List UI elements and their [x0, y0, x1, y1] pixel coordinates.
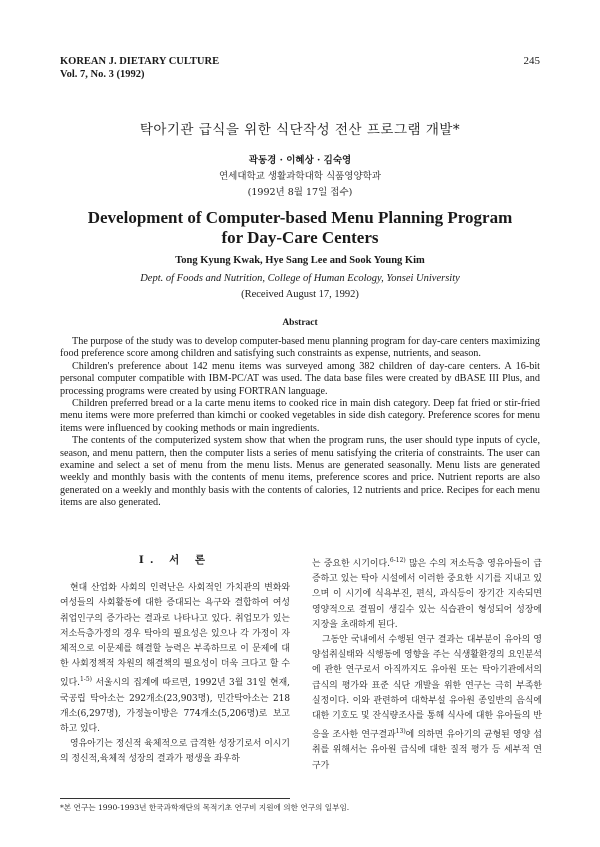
- journal-volume: Vol. 7, No. 3 (1992): [60, 69, 145, 80]
- body-left-column: [60, 553, 290, 768]
- english-authors: Tong Kyung Kwak, Hye Sang Lee and Sook Young Kim: [175, 255, 425, 266]
- abstract-heading: Abstract: [282, 318, 318, 328]
- body-text: 많은 수의 저소득층 영유아들이 급증하고 있는 탁아 시설에서 이러한 중요한 시기를 지내고 있으며 이 시기에 식욕부진, 편식, 과식등이 장기간 지속되면 영양적으로 결핍이 생길수 있는 식습관이 형성되어 성장에 지장을 초래하게 된다.: [312, 558, 542, 630]
- english-received-date: (Received August 17, 1992): [241, 289, 359, 300]
- body-paragraph: 영유아기는 정신적 육체적으로 급격한 성장기로서 이시기의 정신적,육체적 성장의 결과가 평생을 좌우하: [60, 739, 290, 765]
- abstract-body: [60, 336, 540, 510]
- korean-affiliation: 연세대학교 생활과학대학 식품영양학과: [218, 171, 382, 182]
- body-text: 에 의하면 유아기의 균형된 영양 섭취를 위해서는 유아원 급식에 대한 질적 평가 등 세부적 연구가: [312, 730, 542, 771]
- english-affiliation: Dept. of Foods and Nutrition, College of Human Ecology, Yonsei University: [140, 273, 460, 284]
- body-text: 는 중요한 시기이다.: [312, 558, 390, 569]
- body-text: 서울시의 집계에 따르면, 1992년 3월 31일 현재, 국공립 탁아소는 292개소(23,903명), 민간탁아소는 218개소(6,297명), 가정놀이방은 774개소(5,206명)로 보고하고 있다.: [60, 678, 290, 734]
- citation: 13): [395, 728, 406, 736]
- footnote: *본 연구는 1990-1993년 한국과학재단의 목적기초 연구비 지원에 의한 연구의 일부임.: [60, 803, 350, 812]
- body-paragraph: [60, 581, 290, 737]
- english-title: [60, 208, 540, 248]
- citation: 1-5): [79, 676, 92, 684]
- english-title-line1: Development of Computer-based Menu Planning Program: [87, 208, 513, 227]
- abstract-paragraph: The purpose of the study was to develop computer-based menu planning program for day-care centers maximizing food preference score among children and satisfying such constraints as expense, nutrients, and season.: [60, 336, 540, 360]
- korean-title: 탁아기관 급식을 위한 식단작성 전산 프로그램 개발*: [139, 122, 461, 138]
- body-right-column: [312, 553, 542, 774]
- korean-received-date: (1992년 8월 17일 접수): [247, 187, 353, 198]
- body-paragraph: [312, 633, 542, 774]
- korean-authors: 곽동경 · 이혜상 · 김숙영: [248, 155, 352, 166]
- body-text: 그동안 국내에서 수행된 연구 결과는 대부분이 유아의 영양섭취실태와 식행동에 영향을 주는 식생활환경의 요인분석에 관한 연구로서 아직까지도 유아원 또는 탁아기관에서의 급식의 평가와 표준 식단 개발을 위한 연구는 극히 부족한 실정이다. 이와 관련하여 대학부설 유아원 종일반의 음식에 대한 기호도 및 잔식량조사를 통해 식사에 대한 유아들의 반응을 조사한 연구결과: [312, 634, 542, 741]
- section-heading: I. 서 론: [138, 554, 212, 566]
- abstract-paragraph: Children preferred bread or a la carte menu items to cooked rice in main dish category. Deep fat fried or stir-fried menu items were more preferred than kimchi or cooked vegetables in side dish category. Preference scores for menu items were influenced by cooking methods or main ingredients.: [60, 398, 540, 434]
- body-text: 현대 산업화 사회의 인력난은 사회적인 가치관의 변화와 여성들의 사회활동에 대한 증대되는 욕구와 결합하여 여성 취업인구의 증가라는 결과로 나타나고 있다. 취업모가 있는 저소득층가정의 경우 탁아의 필요성은 있으나 각 가정이 자체적으로 이문제를 해결할 능력은 부족하므로 이 문제에 대한 사회정책적 차원의 해결책의 필요성이 더욱 크다고 할 수 있다.: [60, 583, 290, 689]
- abstract-paragraph: Children's preference about 142 menu items was surveyed among 382 children of day-care centers. A 16-bit personal computer compatible with IBM-PC/AT was used. The data base files were created by dBASE III Plus, and processing programs were created by using FORTRAN language.: [60, 360, 540, 397]
- citation: 6-12): [389, 557, 406, 564]
- journal-header: [60, 55, 219, 81]
- english-title-line2: for Day-Care Centers: [221, 228, 379, 247]
- footnote-rule: [60, 798, 290, 799]
- abstract-paragraph: The contents of the computerized system show that when the program runs, the user should type inputs of cycle, season, and menu pattern, then the computer lists a series of menu satisfying the criteria of constraints. The user can examine and select a set of menu from the menu lists. Menus are generated seasonally. Menu lists are generated weekly and monthly basis with the contents of menu items, preference scores and price. Nutrient reports are also generated on a weekly and monthly basis with the contents of calories, 12 nutrients and price. Recipes for each menu items are also generated.: [60, 435, 540, 509]
- body-paragraph: [312, 553, 542, 633]
- journal-name: KOREAN J. DIETARY CULTURE: [60, 56, 220, 67]
- page-number: 245: [523, 55, 540, 67]
